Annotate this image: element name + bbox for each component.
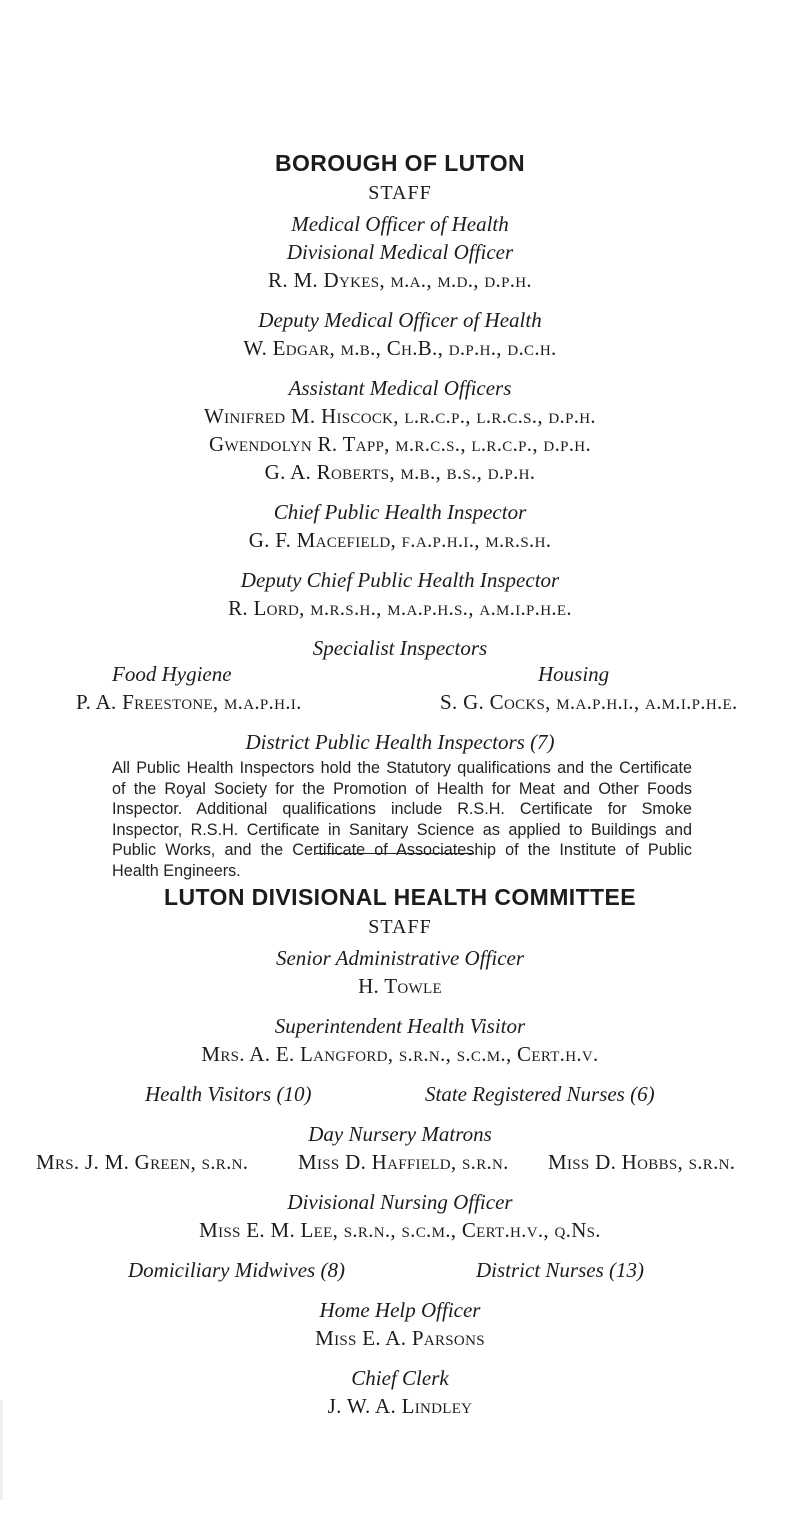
dnm-name: Miss D. Haffield, s.r.n.	[298, 1150, 509, 1174]
domiciliary-midwives-label: Domiciliary Midwives (8)	[128, 1258, 345, 1282]
amo-title: Assistant Medical Officers	[288, 376, 512, 400]
dnm-name: Mrs. J. M. Green, s.r.n.	[36, 1150, 249, 1174]
hho-title: Home Help Officer	[319, 1298, 481, 1322]
chief-clerk-title: Chief Clerk	[351, 1366, 449, 1390]
section-divider	[316, 853, 474, 854]
dcphi-name: R. Lord, m.r.s.h., m.a.p.h.s., a.m.i.p.h.e.	[228, 596, 572, 620]
moh-name: R. M. Dykes, m.a., m.d., d.p.h.	[268, 268, 532, 292]
health-visitors-label: Health Visitors (10)	[145, 1082, 312, 1106]
dcphi-title: Deputy Chief Public Health Inspector	[240, 568, 560, 592]
chief-clerk-name: J. W. A. Lindley	[327, 1394, 473, 1418]
dno-title: Divisional Nursing Officer	[287, 1190, 513, 1214]
dphi-title: District Public Health Inspectors (7)	[245, 730, 555, 754]
district-nurses-label: District Nurses (13)	[476, 1258, 644, 1282]
housing-label: Housing	[538, 662, 610, 686]
divisional-staff-label: STAFF	[368, 916, 432, 938]
amo-name: Winifred M. Hiscock, l.r.c.p., l.r.c.s., d.p.h.	[204, 404, 596, 428]
shv-name: Mrs. A. E. Langford, s.r.n., s.c.m., Cert.h.v.	[201, 1042, 599, 1066]
cphi-title: Chief Public Health Inspector	[273, 500, 527, 524]
dnm-title: Day Nursery Matrons	[308, 1122, 492, 1146]
food-hygiene-label: Food Hygiene	[112, 662, 232, 686]
moh-title: Medical Officer of Health	[291, 212, 509, 236]
amo-name: G. A. Roberts, m.b., b.s., d.p.h.	[264, 460, 536, 484]
sao-title: Senior Administrative Officer	[275, 946, 525, 970]
food-inspector-name: P. A. Freestone, m.a.p.h.i.	[76, 690, 302, 714]
cphi-name: G. F. Macefield, f.a.p.h.i., m.r.s.h.	[248, 528, 552, 552]
deputy-moh-title: Deputy Medical Officer of Health	[258, 308, 542, 332]
housing-inspector-name: S. G. Cocks, m.a.p.h.i., a.m.i.p.h.e.	[440, 690, 738, 714]
borough-heading: BOROUGH OF LUTON	[274, 150, 526, 176]
dnm-name: Miss D. Hobbs, s.r.n.	[548, 1150, 736, 1174]
scan-edge-shadow	[0, 1400, 3, 1500]
dno-name: Miss E. M. Lee, s.r.n., s.c.m., Cert.h.v., q.Ns.	[199, 1218, 601, 1242]
hho-name: Miss E. A. Parsons	[315, 1326, 485, 1350]
deputy-moh-name: W. Edgar, m.b., Ch.B., d.p.h., d.c.h.	[243, 336, 557, 360]
dphi-paragraph: All Public Health Inspectors hold the Statutory qualifications and the Certificate of the Royal Society for the Promotion of Health for Meat and Other Foods Inspector. Additional qualifications include R.S.H. Certificate for Smoke Inspector, R.S.H. Certificate in Sanitary Science as applied to Buildings and Public Works, and the Certificate of Associateship of the Institute of Public Health Engineers.	[112, 759, 692, 880]
shv-title: Superintendent Health Visitor	[274, 1014, 526, 1038]
srn-label: State Registered Nurses (6)	[425, 1082, 655, 1106]
dmo-title: Divisional Medical Officer	[286, 240, 514, 264]
specialist-title: Specialist Inspectors	[312, 636, 488, 660]
borough-staff-label: STAFF	[368, 182, 432, 204]
amo-name: Gwendolyn R. Tapp, m.r.c.s., l.r.c.p., d.p.h.	[209, 432, 591, 456]
sao-name: H. Towle	[358, 974, 442, 998]
divisional-heading: LUTON DIVISIONAL HEALTH COMMITTEE	[164, 884, 636, 910]
